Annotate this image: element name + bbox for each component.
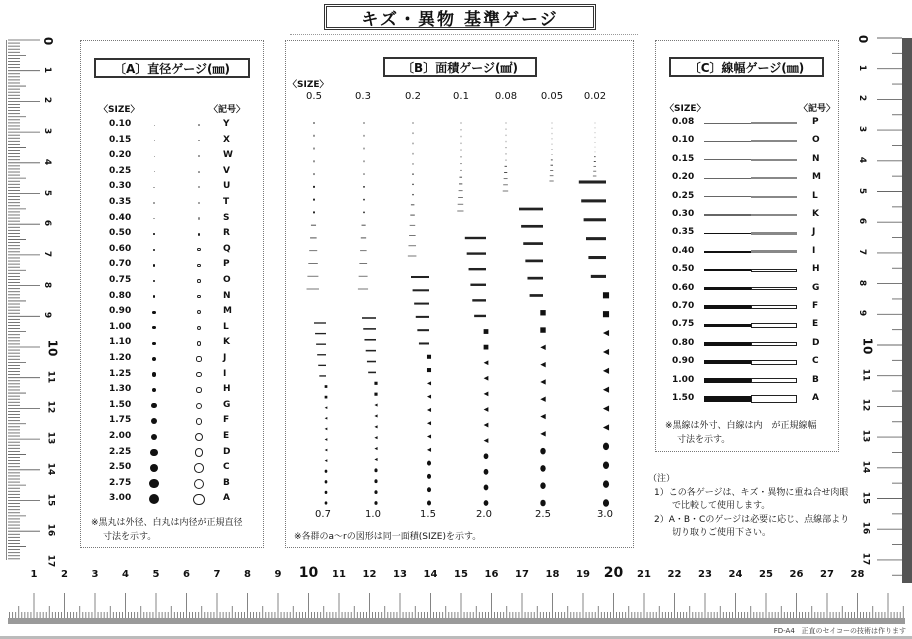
white-ring-inner (195, 433, 203, 441)
usage-notes: （注） 1）この各ゲージは、キズ・異物に重ね合せ肉眼 で比較して使用します。 2）A・B・Cのゲージは必要に応じ、点線部より 切り取りご使用下さい。 (648, 474, 850, 538)
line-width-size: 0.15 (672, 153, 695, 164)
diameter-code: M (223, 306, 232, 317)
white-ring-inner (198, 124, 200, 126)
white-ring-inner (193, 494, 204, 505)
panel-b-note: ※各群のa〜rの図形は同一面積(SIZE)を示す。 (294, 532, 482, 542)
bottom-ruler-number: 28 (850, 569, 865, 580)
diameter-size: 2.50 (109, 462, 132, 473)
line-width-code: M (812, 172, 821, 183)
diameter-code: B (223, 477, 230, 488)
panel-b-header: 〔B〕面積ゲージ(㎟) (383, 57, 537, 77)
black-dot-outer (152, 326, 155, 329)
black-dot-outer (153, 280, 156, 283)
area-size-bottom: 3.0 (597, 509, 613, 520)
line-width-size: 0.30 (672, 209, 695, 219)
black-dot-outer (149, 479, 158, 488)
line-width-size: 0.10 (672, 135, 695, 146)
panel-a-note: ※黒丸は外径、白丸は内径が正規直径 寸法を示す。 (91, 518, 243, 542)
right-ruler-number: 11 (860, 368, 871, 381)
black-dot-outer (150, 464, 159, 473)
diameter-code: G (223, 399, 231, 410)
black-line-outer (704, 141, 751, 142)
black-dot-outer (153, 295, 156, 298)
white-line-inner (751, 140, 797, 142)
bottom-ruler-number: 24 (728, 569, 743, 580)
line-width-code: N (812, 153, 820, 164)
line-width-code: I (812, 245, 816, 256)
diameter-code: J (223, 353, 227, 363)
black-line-outer (704, 196, 751, 197)
black-line-outer (704, 324, 751, 327)
left-ruler-number: 2 (42, 97, 53, 104)
diameter-code: S (223, 212, 230, 223)
right-ruler-number: 2 (857, 95, 868, 102)
right-ruler-number: 17 (860, 552, 871, 566)
bottom-ruler-number: 23 (698, 569, 712, 580)
bottom-ruler-number: 6 (183, 569, 190, 580)
right-ruler-number: 10 (860, 337, 875, 355)
diameter-size: 0.50 (109, 228, 132, 239)
black-dot-outer (153, 202, 154, 203)
black-line-outer (704, 214, 751, 215)
bottom-ruler-number: 7 (213, 569, 221, 580)
right-ruler (845, 0, 912, 639)
black-line-outer (704, 159, 751, 160)
line-width-code: E (812, 319, 819, 330)
diameter-size: 0.80 (109, 290, 132, 301)
bottom-ruler-number: 20 (603, 565, 624, 581)
white-line-inner (751, 360, 797, 365)
black-dot-outer (151, 434, 158, 441)
bottom-ruler-number: 3 (91, 569, 99, 580)
diameter-size: 1.50 (109, 399, 132, 410)
bottom-ruler-number: 17 (515, 569, 529, 580)
footer: FD-A4 正直のセイコーの技術は作ります (773, 627, 906, 635)
left-ruler-number: 3 (42, 127, 53, 135)
area-size-top: 0.5 (306, 91, 322, 102)
white-line-inner (751, 323, 797, 327)
white-line-inner (751, 196, 797, 198)
white-line-inner (751, 232, 797, 235)
left-ruler-number: 0 (41, 36, 56, 46)
white-ring-inner (198, 233, 201, 236)
black-line-outer (704, 342, 751, 346)
right-ruler-number: 5 (857, 187, 868, 194)
black-dot-outer (151, 403, 156, 408)
white-line-inner (751, 378, 797, 383)
right-ruler-number: 9 (857, 310, 868, 317)
left-ruler-number: 10 (45, 339, 60, 357)
area-size-bottom: 0.7 (315, 509, 331, 520)
black-dot-outer (153, 218, 154, 219)
diameter-size: 0.75 (109, 275, 132, 285)
cut-line-top (290, 34, 638, 35)
white-ring-inner (196, 403, 202, 409)
bottom-ruler-number: 21 (637, 569, 651, 580)
line-width-code: O (812, 135, 820, 146)
diameter-code: P (223, 259, 230, 270)
bottom-ruler-number: 10 (298, 565, 319, 581)
bottom-ruler-number: 5 (152, 569, 160, 580)
diameter-code: I (223, 368, 227, 379)
black-dot-outer (154, 156, 155, 157)
white-line-inner (751, 177, 797, 179)
right-ruler-number: 12 (860, 399, 871, 412)
bottom-ruler-number: 11 (332, 569, 346, 580)
diameter-code: X (223, 134, 230, 145)
diameter-code: A (223, 493, 230, 504)
diameter-code: C (223, 462, 230, 473)
black-dot-outer (153, 249, 155, 251)
black-line-outer (704, 178, 751, 179)
line-width-size: 1.50 (672, 393, 695, 403)
black-dot-outer (153, 233, 155, 235)
white-line-inner (751, 214, 797, 216)
right-ruler-number: 8 (857, 279, 868, 286)
white-line-inner (751, 287, 797, 291)
line-width-size: 0.25 (672, 190, 695, 201)
line-width-size: 0.70 (672, 301, 695, 311)
diameter-size: 1.10 (109, 337, 132, 348)
bottom-ruler-number: 13 (393, 569, 407, 580)
white-ring-inner (196, 356, 201, 361)
bottom-ruler-number: 25 (759, 569, 773, 580)
area-gauge-shapes (286, 41, 635, 549)
black-dot-outer (153, 187, 154, 188)
bottom-ruler-number: 4 (122, 569, 129, 580)
diameter-size: 1.00 (109, 321, 132, 332)
white-ring-inner (197, 264, 200, 267)
black-line-outer (704, 360, 751, 364)
black-dot-outer (149, 494, 159, 504)
white-ring-inner (195, 448, 204, 457)
white-line-inner (751, 342, 797, 347)
panel-a-diameter-gauge (80, 40, 264, 548)
white-ring-inner (198, 140, 200, 142)
black-dot-outer (152, 388, 156, 392)
line-width-code: C (812, 356, 819, 367)
page-title: キズ・異物 基準ゲージ (324, 4, 596, 30)
bottom-ruler-number: 18 (545, 569, 560, 580)
panel-b-area-gauge (285, 40, 634, 548)
black-dot-outer (152, 357, 156, 361)
line-width-size: 0.90 (672, 356, 695, 367)
line-width-size: 0.35 (672, 227, 695, 238)
left-ruler-number: 17 (45, 554, 56, 568)
area-size-top: 0.1 (453, 91, 469, 102)
line-width-code: G (812, 282, 820, 293)
left-ruler-number: 1 (42, 66, 53, 73)
diameter-size: 2.25 (109, 446, 132, 457)
diameter-code: L (223, 321, 229, 332)
black-dot-outer (154, 171, 155, 172)
diameter-size: 0.30 (109, 181, 132, 192)
diameter-code: N (223, 290, 231, 301)
right-ruler-number: 15 (860, 491, 871, 504)
diameter-size: 0.60 (109, 243, 132, 254)
left-ruler-number: 15 (45, 493, 56, 506)
area-size-top: 0.05 (540, 91, 564, 102)
line-width-size: 0.50 (672, 264, 695, 275)
line-width-size: 0.75 (672, 319, 695, 330)
black-dot-outer (152, 342, 156, 346)
white-line-inner (751, 269, 797, 272)
left-ruler (0, 0, 70, 639)
line-width-code: K (812, 209, 819, 219)
white-ring-inner (196, 387, 201, 392)
left-ruler-ticks (0, 0, 70, 570)
white-ring-inner (198, 202, 200, 204)
bottom-ruler-number: 12 (362, 569, 377, 580)
left-ruler-number: 4 (42, 158, 53, 165)
diameter-code: Y (223, 119, 230, 129)
left-ruler-number: 13 (45, 431, 56, 445)
left-ruler-number: 7 (42, 250, 53, 258)
area-size-top: 0.3 (355, 91, 371, 102)
black-line-outer (704, 305, 751, 308)
area-size-bottom: 2.5 (535, 509, 551, 520)
white-line-inner (751, 159, 797, 161)
diameter-code: R (223, 228, 230, 239)
bottom-ruler-number: 2 (61, 569, 68, 580)
right-ruler-number: 3 (857, 125, 868, 133)
left-ruler-number: 5 (42, 189, 53, 196)
white-ring-inner (197, 326, 201, 330)
black-dot-outer (151, 418, 157, 424)
white-ring-inner (196, 372, 201, 377)
white-ring-inner (198, 155, 200, 157)
black-dot-outer (154, 140, 155, 141)
black-line-outer (704, 269, 751, 271)
line-width-size: 0.20 (672, 172, 695, 183)
white-ring-inner (197, 341, 202, 346)
white-ring-inner (194, 463, 204, 473)
white-line-inner (751, 395, 797, 403)
white-ring-inner (198, 171, 200, 173)
diameter-code: D (223, 446, 231, 457)
white-ring-inner (197, 310, 201, 314)
right-ruler-number: 0 (856, 34, 871, 44)
right-ruler-number: 13 (860, 429, 871, 443)
panel-c-line-width-gauge (655, 40, 839, 452)
line-width-size: 0.60 (672, 282, 695, 293)
left-ruler-number: 9 (42, 312, 53, 319)
area-size-top: 0.08 (494, 91, 518, 102)
line-width-code: B (812, 374, 819, 385)
line-width-code: D (812, 337, 820, 348)
black-dot-outer (153, 264, 155, 266)
diameter-size: 0.70 (109, 259, 132, 270)
code-label: 〈記号〉 (799, 104, 836, 114)
diameter-code: U (223, 181, 231, 192)
diameter-size: 0.20 (109, 150, 132, 161)
size-label: 〈SIZE〉 (99, 105, 140, 115)
bottom-ruler-number: 22 (667, 569, 682, 580)
diameter-size: 2.75 (109, 477, 132, 488)
bottom-ruler-number: 14 (423, 569, 438, 580)
line-width-code: P (812, 117, 819, 127)
diameter-code: O (223, 275, 231, 285)
diameter-code: Q (223, 243, 231, 254)
black-dot-outer (152, 311, 155, 314)
bottom-ruler-number: 26 (789, 569, 804, 580)
diameter-code: V (223, 165, 230, 176)
panel-c-note: ※黒線は外寸、白線は内 が正規線幅 寸法を示す。 (665, 421, 817, 445)
diameter-size: 1.25 (109, 368, 132, 379)
black-line-outer (704, 251, 751, 253)
left-ruler-number: 14 (45, 462, 56, 476)
diameter-size: 3.00 (109, 493, 132, 504)
diameter-code: W (223, 150, 233, 161)
right-ruler-number: 16 (860, 521, 871, 535)
left-ruler-number: 6 (42, 220, 53, 227)
bottom-ruler-number: 1 (30, 569, 38, 580)
diameter-size: 0.90 (109, 306, 132, 317)
white-ring-inner (198, 217, 200, 219)
line-width-code: J (812, 227, 816, 238)
white-ring-inner (198, 186, 200, 188)
bottom-ruler-number: 9 (274, 569, 282, 580)
diameter-size: 1.20 (109, 353, 132, 363)
black-line-outer (704, 233, 751, 235)
white-ring-inner (197, 279, 201, 283)
code-label: 〈記号〉 (209, 105, 246, 115)
bottom-ruler-number: 8 (244, 569, 251, 580)
bottom-ruler-number: 16 (484, 569, 499, 580)
diameter-size: 1.30 (109, 384, 132, 395)
right-ruler-number: 14 (860, 460, 871, 474)
black-line-outer (704, 123, 751, 124)
left-ruler-number: 8 (42, 281, 53, 288)
area-size-bottom: 1.5 (420, 509, 436, 520)
diameter-size: 0.10 (109, 119, 132, 129)
area-size-bottom: 1.0 (365, 509, 381, 520)
white-line-inner (751, 305, 797, 309)
white-line-inner (751, 250, 797, 253)
area-size-bottom: 2.0 (476, 509, 492, 520)
line-width-size: 1.00 (672, 374, 695, 385)
white-line-inner (751, 122, 797, 124)
white-ring-inner (197, 295, 201, 299)
diameter-size: 0.25 (109, 165, 132, 176)
left-ruler-number: 12 (45, 401, 56, 414)
black-dot-outer (154, 125, 155, 126)
diameter-code: F (223, 415, 230, 426)
left-ruler-number: 16 (45, 523, 56, 537)
size-label: 〈SIZE〉 (288, 80, 329, 90)
diameter-size: 0.35 (109, 197, 132, 207)
line-width-code: H (812, 264, 820, 275)
panel-a-header: 〔A〕直径ゲージ(㎜) (94, 58, 250, 78)
line-width-size: 0.40 (672, 245, 695, 256)
line-width-size: 0.80 (672, 337, 695, 348)
bottom-ruler-number: 27 (820, 569, 834, 580)
right-ruler-number: 1 (857, 64, 868, 71)
diameter-size: 0.40 (109, 212, 132, 223)
line-width-size: 0.08 (672, 117, 695, 127)
diameter-code: T (223, 197, 230, 207)
line-width-code: L (812, 190, 818, 201)
right-ruler-ticks (845, 0, 912, 590)
right-ruler-number: 6 (857, 218, 868, 225)
line-width-code: A (812, 393, 819, 403)
white-ring-inner (194, 479, 204, 489)
diameter-code: K (223, 337, 230, 348)
bottom-ruler-number: 15 (454, 569, 468, 580)
line-width-code: F (812, 301, 819, 311)
size-label: 〈SIZE〉 (665, 104, 706, 114)
right-ruler-number: 4 (857, 156, 868, 163)
left-ruler-number: 11 (45, 370, 56, 383)
bottom-ruler-number: 19 (576, 569, 590, 580)
area-size-top: 0.2 (405, 91, 421, 102)
white-ring-inner (197, 248, 200, 251)
area-size-top: 0.02 (583, 91, 607, 102)
black-line-outer (704, 287, 751, 290)
black-line-outer (704, 396, 751, 403)
white-ring-inner (196, 418, 203, 425)
black-dot-outer (150, 449, 158, 457)
diameter-size: 0.15 (109, 134, 132, 145)
diameter-code: E (223, 431, 230, 441)
panel-c-header: 〔C〕線幅ゲージ(㎜) (669, 57, 824, 77)
diameter-code: H (223, 384, 231, 395)
black-line-outer (704, 378, 751, 382)
black-dot-outer (152, 372, 156, 376)
diameter-size: 2.00 (109, 431, 132, 441)
right-ruler-number: 7 (857, 248, 868, 256)
diameter-size: 1.75 (109, 415, 132, 426)
